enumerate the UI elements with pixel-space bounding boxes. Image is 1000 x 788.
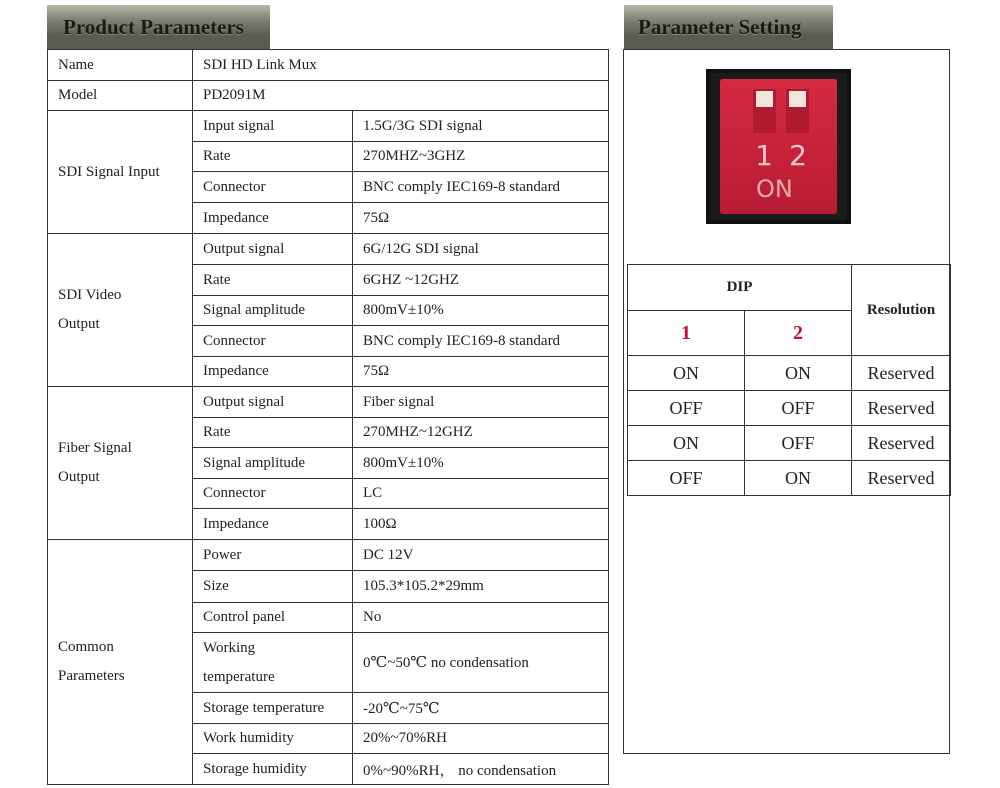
param-label: Connector — [193, 326, 353, 357]
param-value: 75Ω — [353, 357, 609, 387]
table-row — [48, 81, 609, 111]
dip-switch-number: 1 — [628, 311, 745, 356]
param-label: Control panel — [193, 603, 353, 633]
param-label: Rate — [193, 265, 353, 296]
product-parameters-header: Product Parameters — [47, 5, 270, 49]
param-value: 0℃~50℃ no condensation — [353, 633, 609, 693]
param-value: 1.5G/3G SDI signal — [353, 111, 609, 142]
parameter-setting-panel — [623, 49, 950, 754]
param-value: BNC comply IEC169-8 standard — [353, 172, 609, 203]
param-value: -20℃~75℃ — [353, 693, 609, 724]
dip-cell: ON — [745, 461, 852, 496]
param-label: Impedance — [193, 509, 353, 540]
table-row — [48, 387, 609, 418]
resolution-cell: Reserved — [852, 356, 951, 391]
resolution-cell: Reserved — [852, 391, 951, 426]
dip-cell: OFF — [745, 426, 852, 461]
dip-cell: OFF — [628, 391, 745, 426]
group-fiber-signal-output — [48, 387, 193, 540]
dip-photo-on-label: ON — [756, 175, 793, 203]
table-row — [48, 234, 609, 265]
param-label: Output signal — [193, 387, 353, 418]
resolution-cell: Reserved — [852, 461, 951, 496]
dip-switch-photo — [706, 69, 851, 224]
resolution-header: Resolution — [852, 265, 951, 356]
dip-cell: OFF — [628, 461, 745, 496]
param-label: Storage temperature — [193, 693, 353, 724]
param-label: Rate — [193, 142, 353, 172]
param-value: LC — [353, 479, 609, 509]
group-sdi-signal-input: SDI Signal Input — [48, 111, 193, 234]
param-label-name: Name — [48, 50, 193, 81]
dip-photo-number: 2 — [789, 139, 807, 172]
group-label-line: Common — [58, 639, 114, 655]
dip-knob — [789, 91, 806, 107]
param-value: BNC comply IEC169-8 standard — [353, 326, 609, 357]
table-row — [628, 391, 951, 426]
param-label: Output signal — [193, 234, 353, 265]
param-label: Impedance — [193, 357, 353, 387]
param-value: 270MHZ~3GHZ — [353, 142, 609, 172]
param-value: No — [353, 603, 609, 633]
table-row — [628, 461, 951, 496]
table-row — [48, 50, 609, 81]
param-value: 75Ω — [353, 203, 609, 234]
dip-header: DIP — [628, 265, 852, 311]
param-label: Signal amplitude — [193, 296, 353, 326]
param-label: Input signal — [193, 111, 353, 142]
param-label: Storage humidity — [193, 754, 353, 785]
param-value: 800mV±10% — [353, 448, 609, 479]
param-value: 800mV±10% — [353, 296, 609, 326]
dip-cell: ON — [745, 356, 852, 391]
param-value-name: SDI HD Link Mux — [193, 50, 609, 81]
param-label-line: Working — [203, 639, 256, 656]
param-value: 105.3*105.2*29mm — [353, 571, 609, 603]
table-row — [628, 356, 951, 391]
dip-cell: ON — [628, 426, 745, 461]
dip-resolution-table — [627, 264, 951, 496]
group-label-line: Parameters — [58, 668, 125, 684]
param-value: 20%~70%RH — [353, 724, 609, 754]
param-value: 6GHZ ~12GHZ — [353, 265, 609, 296]
group-label-line: Fiber Signal — [58, 440, 132, 456]
param-label: Work humidity — [193, 724, 353, 754]
group-common-parameters — [48, 540, 193, 785]
param-label: Size — [193, 571, 353, 603]
dip-knob — [756, 91, 773, 107]
table-row — [48, 111, 609, 142]
dip-switch-number: 2 — [745, 311, 852, 356]
param-label — [193, 633, 353, 693]
param-label: Rate — [193, 418, 353, 448]
param-label: Signal amplitude — [193, 448, 353, 479]
dip-cell: OFF — [745, 391, 852, 426]
param-value: 270MHZ~12GHZ — [353, 418, 609, 448]
group-label-line: Output — [58, 469, 100, 485]
param-label-line: temperature — [203, 668, 275, 685]
table-row — [628, 426, 951, 461]
dip-cell: ON — [628, 356, 745, 391]
param-value: DC 12V — [353, 540, 609, 571]
group-label-line: Output — [58, 316, 100, 332]
table-row — [48, 540, 609, 571]
group-label-line: SDI Video — [58, 287, 122, 303]
product-parameters-table — [47, 49, 609, 785]
param-label: Impedance — [193, 203, 353, 234]
param-label-model: Model — [48, 81, 193, 111]
param-label: Connector — [193, 172, 353, 203]
param-value: 100Ω — [353, 509, 609, 540]
table-row — [628, 265, 951, 311]
param-value: 6G/12G SDI signal — [353, 234, 609, 265]
resolution-cell: Reserved — [852, 426, 951, 461]
param-value-model: PD2091M — [193, 81, 609, 111]
dip-photo-number: 1 — [755, 139, 773, 172]
param-label: Connector — [193, 479, 353, 509]
param-label: Power — [193, 540, 353, 571]
param-value: 0%~90%RH， no condensation — [353, 754, 609, 785]
param-value: Fiber signal — [353, 387, 609, 418]
parameter-setting-header: Parameter Setting — [624, 5, 833, 49]
group-sdi-video-output — [48, 234, 193, 387]
